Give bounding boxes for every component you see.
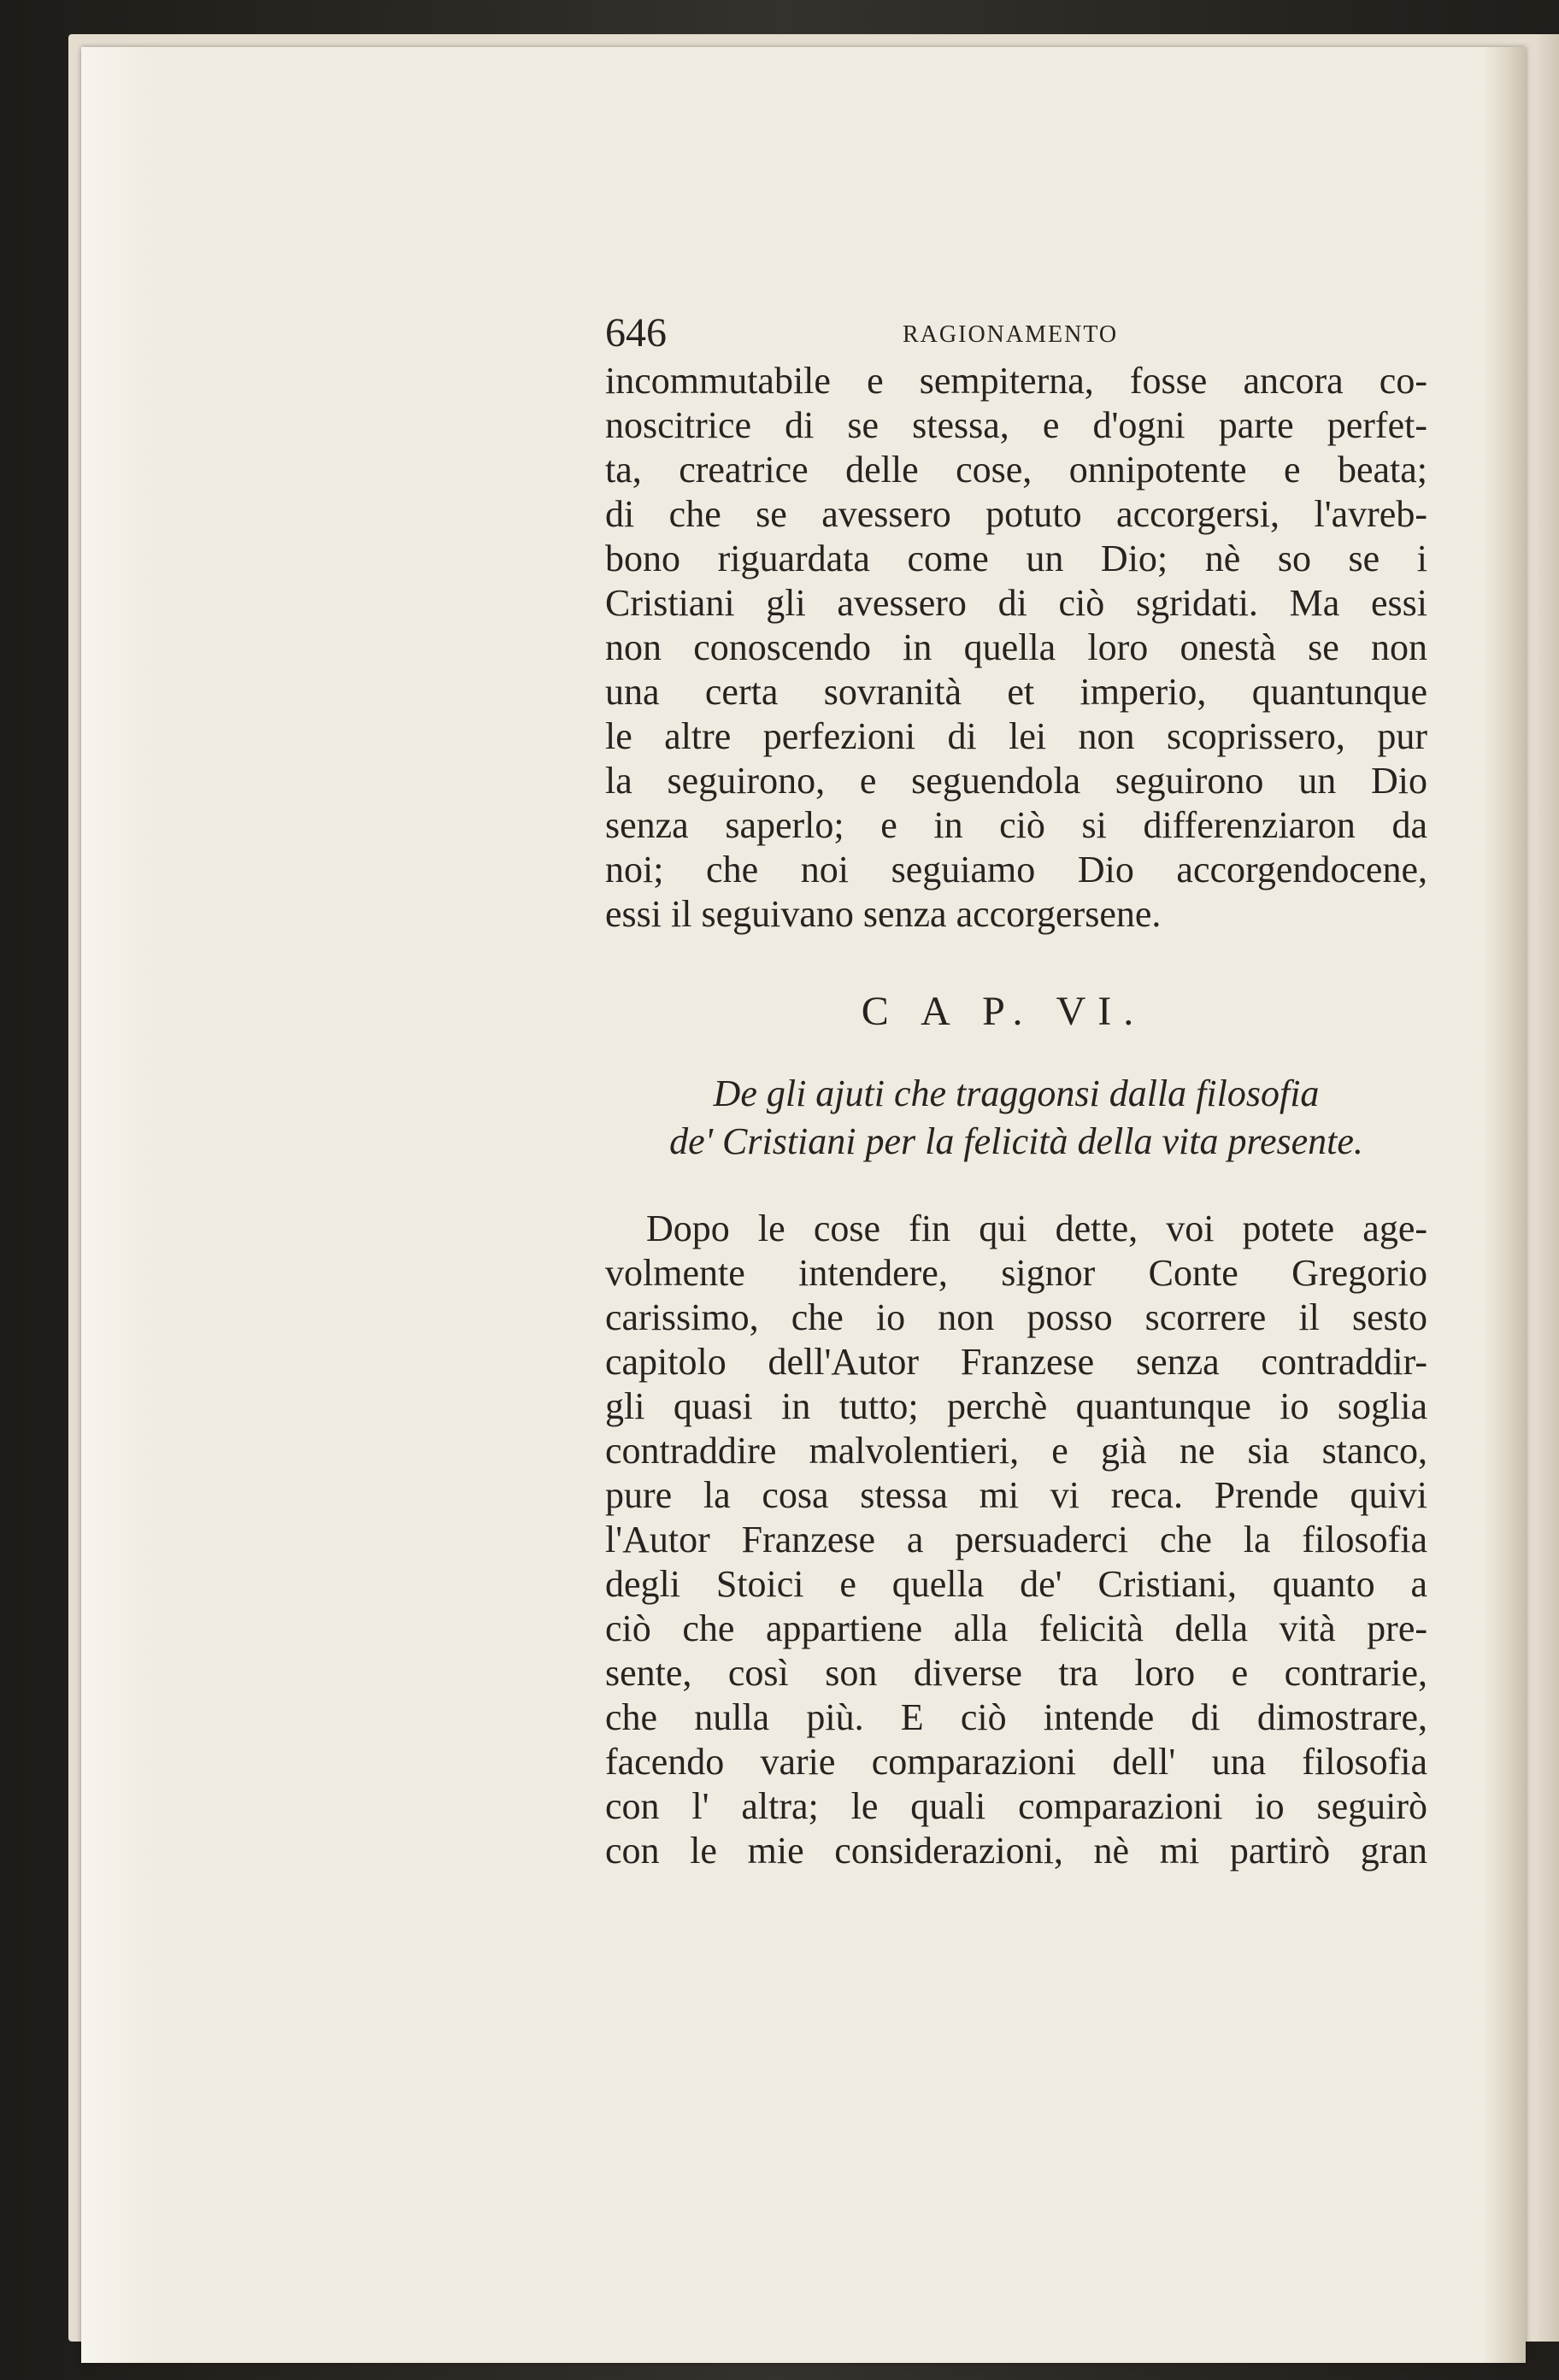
text-line: con l' altra; le quali comparazioni io seguirò — [605, 1785, 1427, 1827]
text-line: con le mie considerazioni, nè mi partirò gran — [605, 1830, 1427, 1872]
paragraph-2 — [605, 1207, 1427, 1873]
chapter-subtitle-line: de' Cristiani per la felicità della vita presente. — [669, 1120, 1363, 1162]
text-line: pure la cosa stessa mi vi reca. Prende quivi — [605, 1474, 1427, 1516]
text-line: ciò che appartiene alla felicità della vità pre- — [605, 1607, 1427, 1649]
text-line: senza saperlo; e in ciò si differenziaron da — [605, 804, 1427, 846]
page-gutter-shadow — [1483, 47, 1526, 2363]
page-number: 646 — [605, 310, 667, 356]
chapter-subtitle-line: De gli ajuti che traggonsi dalla filosofia — [713, 1072, 1320, 1114]
chapter-heading: C A P. VI. — [861, 989, 1146, 1034]
text-line: essi il seguivano senza accorgersene. — [605, 893, 1162, 935]
page-header — [605, 308, 1427, 359]
text-line: capitolo dell'Autor Franzese senza contraddir- — [605, 1341, 1427, 1383]
text-line: degli Stoici e quella de' Cristiani, quanto a — [605, 1563, 1427, 1605]
running-head: RAGIONAMENTO — [903, 321, 1119, 348]
text-line: le altre perfezioni di lei non scoprissero, pur — [605, 715, 1427, 757]
text-line: carissimo, che io non posso scorrere il sesto — [605, 1296, 1427, 1338]
text-line: Dopo le cose fin qui dette, voi potete age- — [646, 1208, 1427, 1249]
text-line: una certa sovranità et imperio, quantunque — [605, 671, 1427, 713]
text-line: di che se avessero potuto accorgersi, l'avreb- — [605, 493, 1427, 535]
text-line: noscitrice di se stessa, e d'ogni parte perfet- — [605, 404, 1427, 446]
text-line: sente, così son diverse tra loro e contrarie, — [605, 1652, 1427, 1694]
text-line: gli quasi in tutto; perchè quantunque io soglia — [605, 1385, 1427, 1427]
text-line: ta, creatrice delle cose, onnipotente e beata; — [605, 449, 1427, 491]
text-block — [605, 308, 1427, 1873]
page-left-margin-highlight — [81, 47, 175, 2363]
paragraph-1 — [605, 359, 1427, 937]
text-line: l'Autor Franzese a persuaderci che la filosofia — [605, 1519, 1427, 1560]
text-line: bono riguardata come un Dio; nè so se i — [605, 538, 1427, 579]
text-line: noi; che noi seguiamo Dio accorgendocene, — [605, 849, 1427, 890]
text-line: la seguirono, e seguendola seguirono un Dio — [605, 760, 1427, 802]
text-line: facendo varie comparazioni dell' una filosofia — [605, 1741, 1427, 1783]
text-line: non conoscendo in quella loro onestà se non — [605, 626, 1427, 668]
text-line: Cristiani gli avessero di ciò sgridati. Ma essi — [605, 582, 1427, 624]
text-line: contraddire malvolentieri, e già ne sia stanco, — [605, 1430, 1427, 1472]
text-line: volmente intendere, signor Conte Gregorio — [605, 1252, 1427, 1294]
text-line: incommutabile e sempiterna, fosse ancora co- — [605, 360, 1427, 402]
text-line: che nulla più. E ciò intende di dimostrare, — [605, 1696, 1427, 1738]
chapter-subtitle — [605, 1070, 1427, 1166]
